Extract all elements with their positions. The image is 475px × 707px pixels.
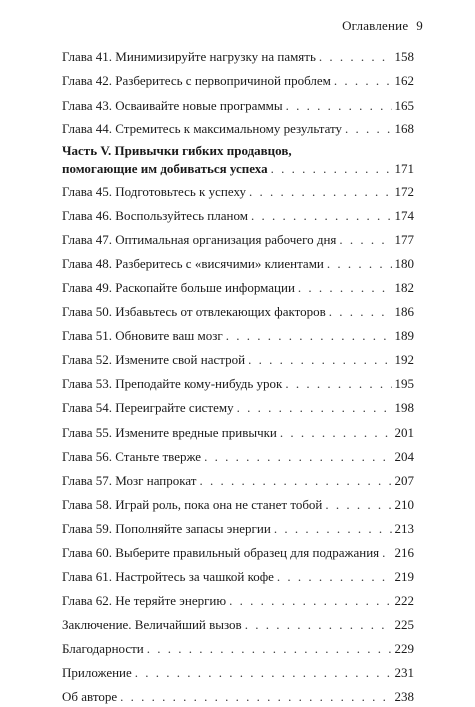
toc-entry [62, 689, 414, 707]
toc-entry-page: 229 [394, 641, 414, 656]
toc-entry-title: Глава 51. Обновите ваш мозг [62, 328, 223, 343]
toc-entry [62, 328, 414, 346]
toc-entry-page: 177 [394, 232, 414, 247]
toc-entry-page: 213 [394, 521, 414, 536]
toc-entry-title: Глава 41. Минимизируйте нагрузку на память [62, 49, 316, 64]
dot-leader [334, 73, 392, 89]
part-heading-line1: Часть V. Привычки гибких продавцов, [62, 143, 292, 158]
toc-entry [62, 425, 414, 443]
dot-leader [327, 256, 392, 272]
dot-leader [319, 49, 392, 65]
toc-entry [62, 73, 414, 91]
toc-entry-page: 192 [394, 352, 414, 367]
toc-entry-title: Глава 61. Настройтесь за чашкой кофе [62, 569, 274, 584]
toc-entry-page: 238 [394, 689, 414, 704]
toc-entry-page: 231 [394, 665, 414, 680]
dot-leader [251, 208, 392, 224]
toc-entry [62, 665, 414, 683]
toc-entry [62, 497, 414, 515]
dot-leader [248, 352, 391, 368]
toc-entry-title: Глава 43. Осваивайте новые программы [62, 98, 283, 113]
toc-entry [62, 449, 414, 467]
toc-entry-page: 216 [394, 545, 414, 560]
dot-leader [280, 425, 392, 441]
dot-leader [345, 121, 391, 137]
toc-entry [62, 593, 414, 611]
part-heading [62, 143, 292, 159]
toc-entry [62, 98, 414, 116]
dot-leader [229, 593, 391, 609]
toc-entry-page: 225 [394, 617, 414, 632]
toc-entry-page: 172 [394, 184, 414, 199]
toc-entry-title: Глава 53. Преподайте кому-нибудь урок [62, 376, 283, 391]
toc-entry-page: 174 [394, 208, 414, 223]
toc-entry-title: Глава 57. Мозг напрокат [62, 473, 197, 488]
toc-entry-page: 222 [394, 593, 414, 608]
toc-entry-page: 165 [394, 98, 414, 113]
toc-entry [62, 184, 414, 202]
dot-leader [135, 665, 392, 681]
toc-entry-title: Глава 47. Оптимальная организация рабочего дня [62, 232, 337, 247]
toc-entry [62, 280, 414, 298]
dot-leader [298, 280, 392, 296]
toc-entry [62, 376, 414, 394]
toc-entry-title: Глава 46. Воспользуйтесь планом [62, 208, 248, 223]
toc-entry [62, 208, 414, 226]
toc-entry-page: 182 [394, 280, 414, 295]
dot-leader [147, 641, 392, 657]
toc-entry [62, 521, 414, 539]
toc-entry-title: Глава 42. Разберитесь с первопричиной проблем [62, 73, 331, 88]
dot-leader [274, 521, 392, 537]
toc-entry-page: 168 [394, 121, 414, 136]
dot-leader [271, 161, 392, 177]
toc-entry [62, 545, 414, 563]
toc-entry-title: Глава 48. Разберитесь с «висячими» клиентами [62, 256, 324, 271]
toc-entry-page: 219 [394, 569, 414, 584]
toc-entry [62, 304, 414, 322]
dot-leader [286, 98, 392, 114]
dot-leader [285, 376, 391, 392]
toc-entry-title: Заключение. Величайший вызов [62, 617, 242, 632]
running-head-page-number: 9 [416, 18, 423, 33]
toc-entry-title: Глава 55. Измените вредные привычки [62, 425, 277, 440]
toc-entry-title: Глава 54. Переиграйте систему [62, 400, 234, 415]
toc-entry-page: 204 [394, 449, 414, 464]
dot-leader [204, 449, 391, 465]
toc-entry-title: Глава 62. Не теряйте энергию [62, 593, 227, 608]
dot-leader [339, 232, 391, 248]
toc-entry [62, 400, 414, 418]
toc-entry-title: Приложение [62, 665, 132, 680]
dot-leader [245, 617, 392, 633]
toc-entry-page: 180 [394, 256, 414, 271]
dot-leader [249, 184, 392, 200]
toc-entry-title: Глава 44. Стремитесь к максимальному результату [62, 121, 343, 136]
dot-leader [226, 328, 392, 344]
toc-entry-page: 186 [394, 304, 414, 319]
toc-entry-title: Глава 59. Пополняйте запасы энергии [62, 521, 271, 536]
toc-entry-page: 189 [394, 328, 414, 343]
toc-entry-title: Глава 49. Раскопайте больше информации [62, 280, 295, 295]
dot-leader [237, 400, 392, 416]
toc-entry [62, 121, 414, 139]
toc-entry-page: 201 [394, 425, 414, 440]
toc-entry-page: 195 [394, 376, 414, 391]
toc-entry-title: Глава 52. Измените свой настрой [62, 352, 246, 367]
toc-entry [62, 617, 414, 635]
toc-entry-page: 162 [394, 73, 414, 88]
toc-entry [62, 473, 414, 491]
toc-entry-title: Глава 50. Избавьтесь от отвлекающих факторов [62, 304, 326, 319]
toc-entry-title: Глава 56. Станьте тверже [62, 449, 202, 464]
running-head [342, 18, 423, 34]
toc-entry-title: Глава 45. Подготовьтесь к успеху [62, 184, 246, 199]
running-head-title: Оглавление [342, 18, 409, 33]
toc-entry [62, 641, 414, 659]
toc-entry-title: Глава 60. Выберите правильный образец для подражания [62, 545, 380, 560]
toc-entry-page: 210 [394, 497, 414, 512]
toc-entry-page: 207 [394, 473, 414, 488]
toc-entry-page: 158 [394, 49, 414, 64]
dot-leader [120, 689, 391, 705]
toc-entry [62, 49, 414, 67]
toc-entry [62, 161, 414, 179]
toc-entry [62, 569, 414, 587]
toc-entry-title: Глава 58. Играй роль, пока она не станет тобой [62, 497, 323, 512]
dot-leader [382, 545, 391, 561]
dot-leader [277, 569, 392, 585]
toc-entry-title: Об авторе [62, 689, 118, 704]
dot-leader [329, 304, 392, 320]
dot-leader [325, 497, 391, 513]
dot-leader [199, 473, 391, 489]
toc-entry [62, 256, 414, 274]
toc-entry-page: 198 [394, 400, 414, 415]
toc-entry [62, 352, 414, 370]
toc-entry [62, 232, 414, 250]
toc-entry-page: 171 [394, 161, 414, 176]
toc-entry-title: помогающие им добиваться успеха [62, 161, 268, 176]
toc-entry-title: Благодарности [62, 641, 144, 656]
